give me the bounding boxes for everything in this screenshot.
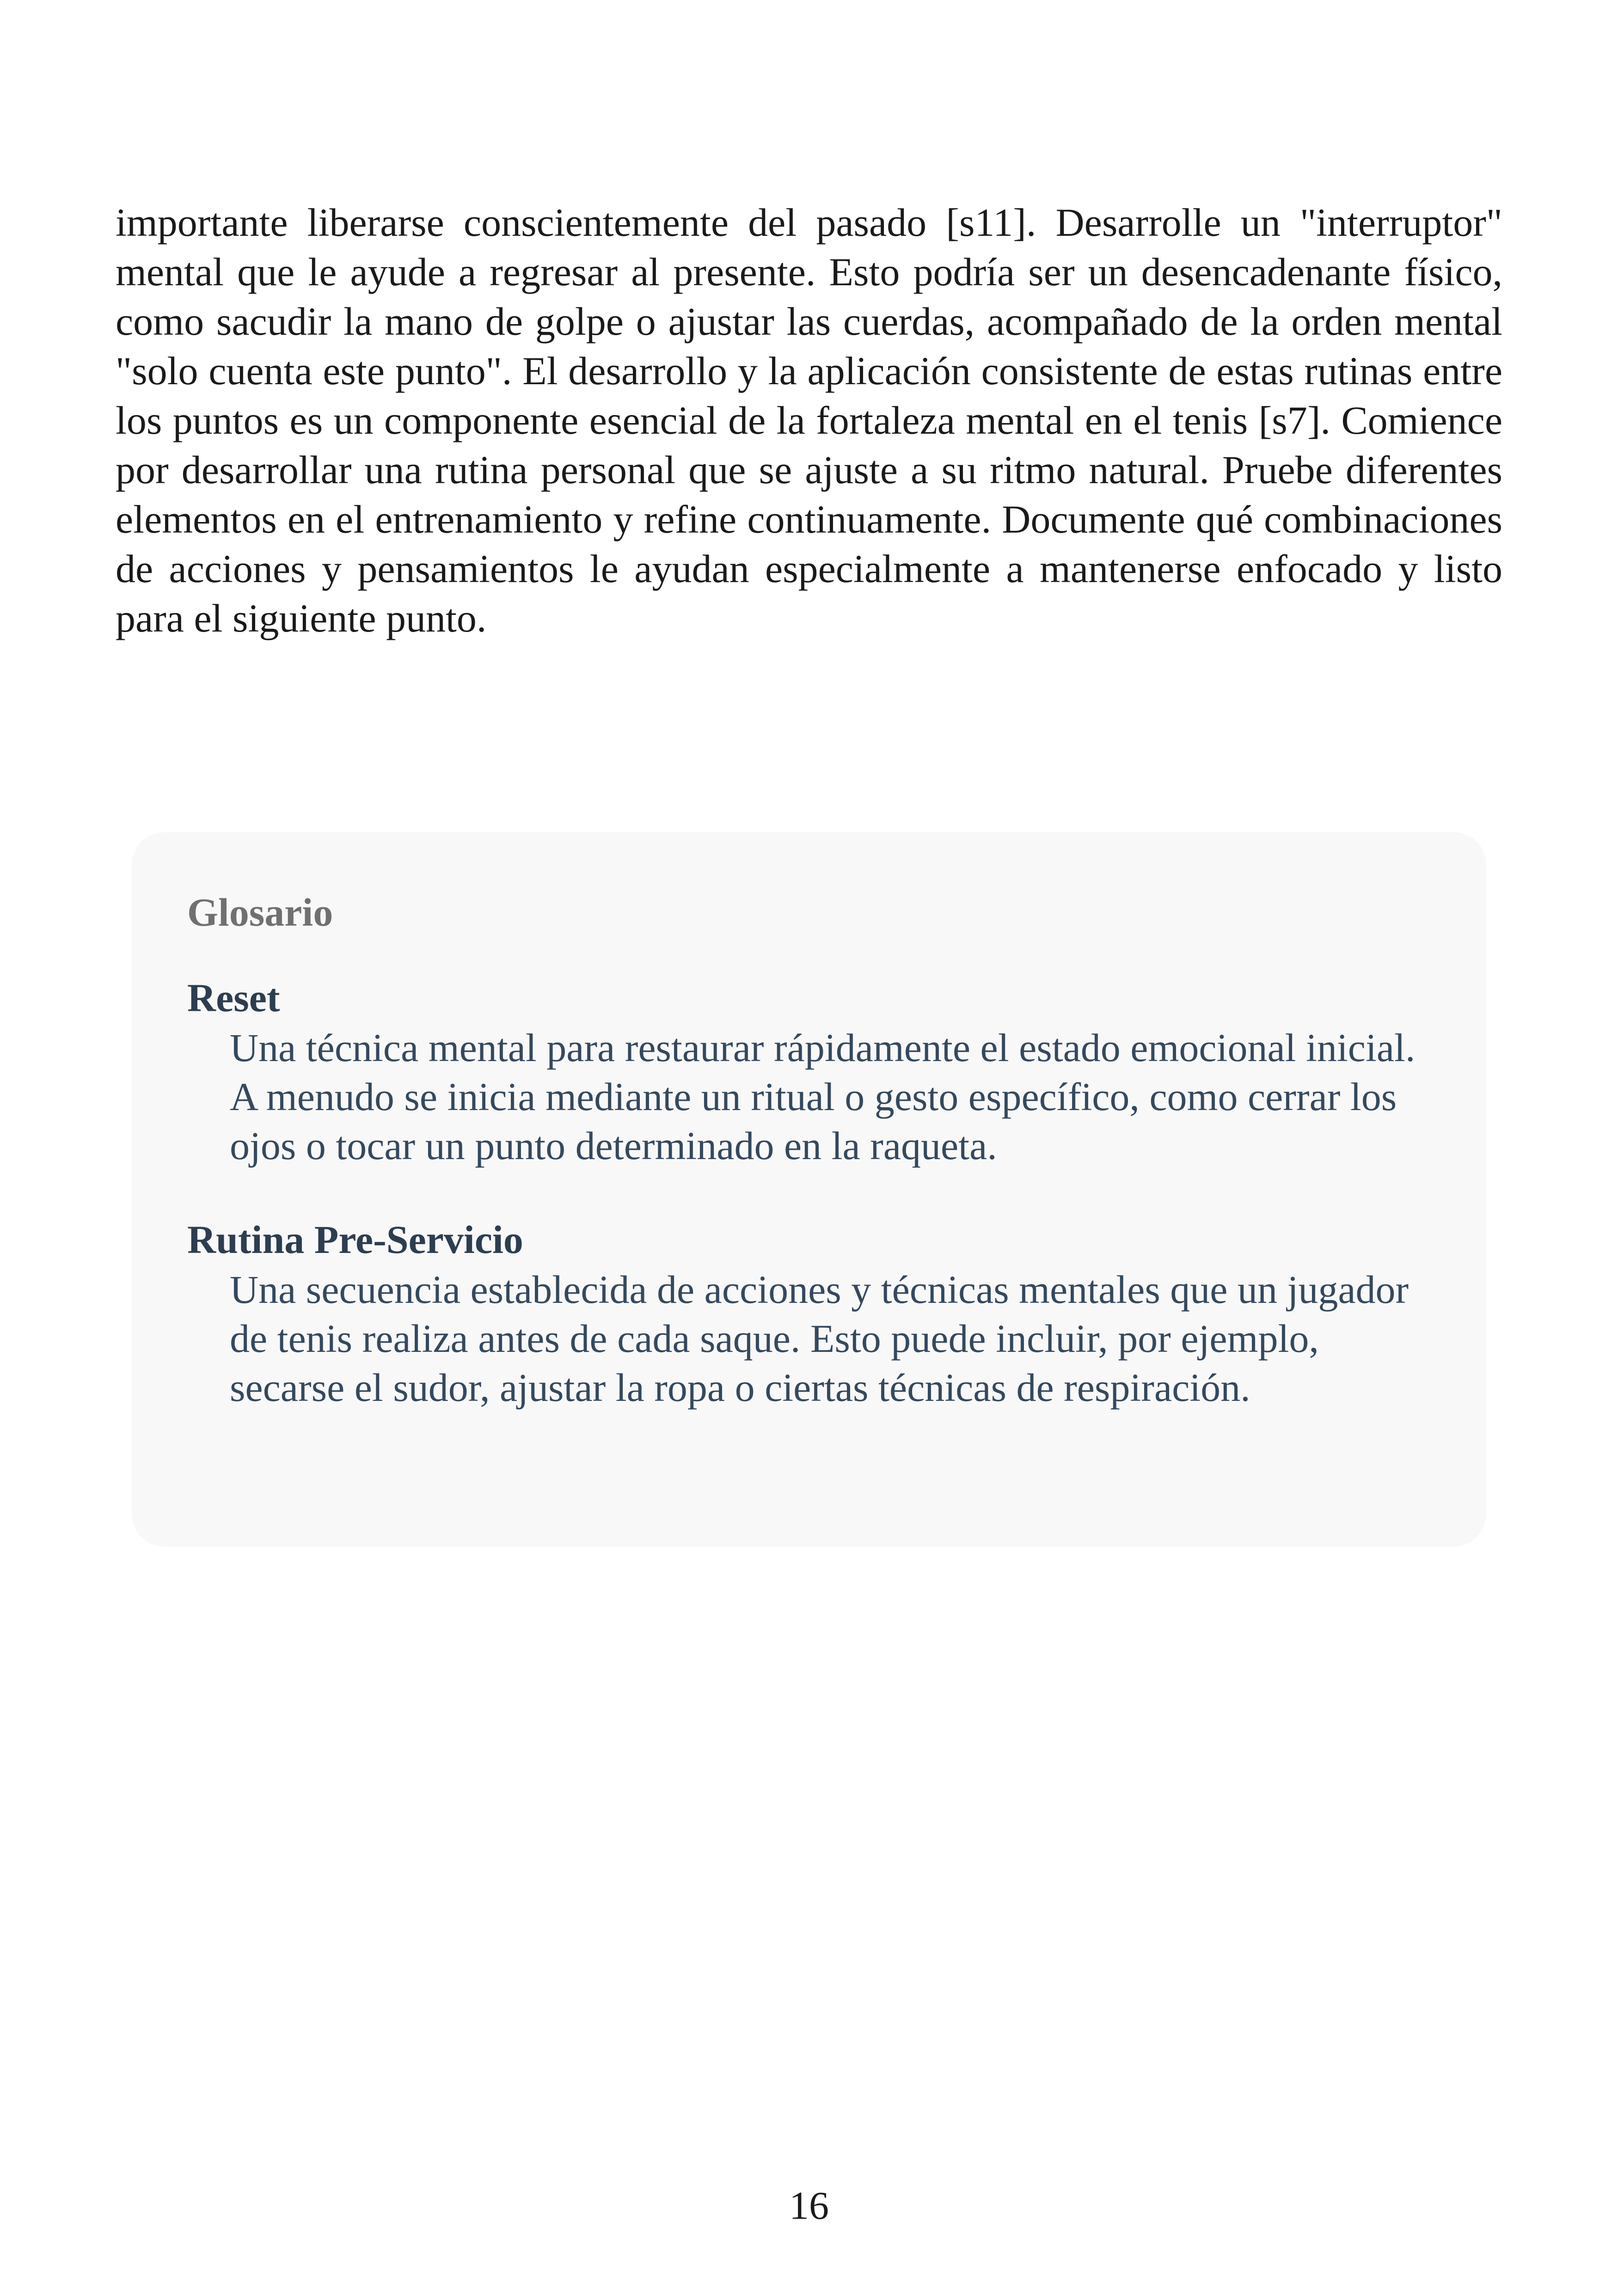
glossary-term: Reset — [187, 976, 280, 1020]
glossary-title: Glosario — [187, 890, 333, 934]
glossary-term: Rutina Pre-Servicio — [187, 1217, 523, 1262]
glossary-definition: Una técnica mental para restaurar rápidamente el estado emocional inicial. A menudo se inicia mediante un ritual o gesto específico, como cerrar los ojos o tocar un punto determinado en la raqueta. — [230, 1025, 1416, 1168]
glossary-entry-rutina-pre-servicio — [187, 1214, 1431, 1412]
body-paragraph: importante liberarse conscientemente del pasado [s11]. Desarrolle un "interruptor" mental que le ayude a regresar al presente. Esto podría ser un desencadenante físico, como sacudir la mano de golpe o ajustar las cuerdas, acompañado de la orden mental "solo cuenta este punto". El desarrollo y la aplicación consistente de estas rutinas entre los puntos es un componente esencial de la fortaleza mental en el tenis [s7]. Comience por desarrollar una rutina personal que se ajuste a su ritmo natural. Pruebe diferentes elementos en el entrenamiento y refine continuamente. Documente qué combinaciones de acciones y pensamientos le ayudan especialmente a mantenerse enfocado y listo para el siguiente punto. — [116, 200, 1502, 640]
glossary-definition: Una secuencia establecida de acciones y técnicas mentales que un jugador de tenis realiza antes de cada saque. Esto puede incluir, por ejemplo, secarse el sudor, ajustar la ropa o ciertas técnicas de respiración. — [230, 1267, 1409, 1410]
glossary-box — [132, 832, 1486, 1547]
glossary-entry-reset — [187, 972, 1431, 1170]
page-number: 16 — [789, 2183, 829, 2228]
